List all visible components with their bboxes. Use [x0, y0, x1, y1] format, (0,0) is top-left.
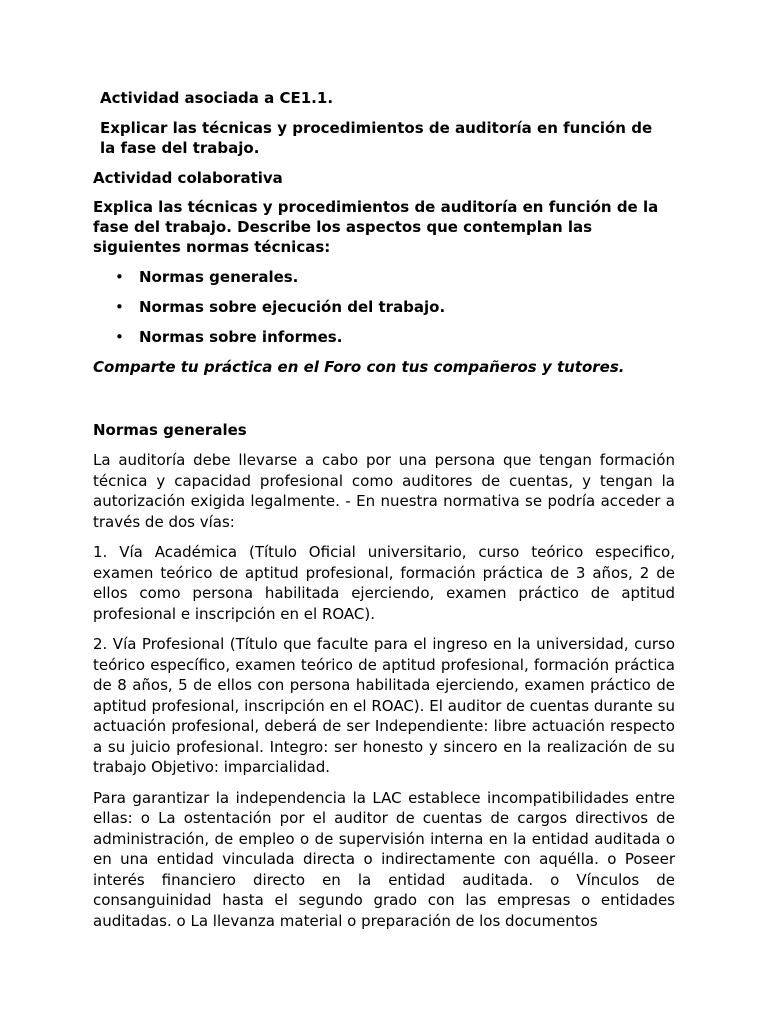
list-item-label: Normas sobre ejecución del trabajo. — [139, 298, 446, 316]
document-page — [93, 88, 675, 931]
paragraph: 1. Vía Académica (Título Oficial universitario, curso teórico especifico, examen teórico de aptitud profesional, formación práctica de 3 años, 2 de ellos como persona habilitada ejerciendo, examen práctico de aptitud profesional e inscripción en el ROAC). — [93, 543, 675, 623]
share-note: Comparte tu práctica en el Foro con tus compañeros y tutores. — [93, 358, 625, 376]
paragraph: 2. Vía Profesional (Título que faculte para el ingreso en la universidad, curso teórico específico, examen teórico de aptitud profesional, formación práctica de 8 años, 5 de ellos con persona habilitada ejerciendo, examen práctico de aptitud profesional, inscripción en el ROAC). El auditor de cuentas durante su actuación profesional, deberá de ser Independiente: libre actuación respecto a su juicio profesional. Integro: ser honesto y sincero en la realización de su trabajo Objetivo: imparcialidad. — [93, 635, 675, 776]
list-item-label: Normas generales. — [139, 268, 299, 286]
list-item-label: Normas sobre informes. — [139, 328, 343, 346]
activity-title: Actividad asociada a CE1.1. — [100, 89, 334, 107]
activity-block — [100, 88, 675, 158]
paragraph: Para garantizar la independencia la LAC establece incompatibilidades entre ellas: o La ostentación por el auditor de cuentas de cargos directivos de administración, de empleo o de supervisión interna en la entidad auditada o en una entidad vinculada directa o indirectamente con aquélla. o Poseer interés financiero directo en la entidad auditada. o Vínculos de consanguinidad hasta el segundo grado con las empresas o entidades auditadas. o La llevanza material o preparación de los documentos — [93, 788, 675, 930]
list-item: • Normas generales. — [115, 268, 299, 286]
list-item: • Normas sobre informes. — [115, 328, 343, 346]
collab-title: Actividad colaborativa — [93, 169, 283, 187]
list-item: • Normas sobre ejecución del trabajo. — [115, 298, 446, 316]
paragraph: La auditoría debe llevarse a cabo por una persona que tengan formación técnica y capacidad profesional como auditores de cuentas, y tengan la autorización exigida legalmente. - En nuestra normativa se podría acceder a través de dos vías: — [93, 451, 675, 531]
section-title: Normas generales — [93, 421, 247, 439]
norms-list — [93, 267, 675, 347]
activity-objective: Explicar las técnicas y procedimientos de auditoría en función de la fase del trabajo. — [100, 119, 653, 157]
collab-instructions: Explica las técnicas y procedimientos de auditoría en función de la fase del trabajo. Describe los aspectos que contemplan las siguientes normas técnicas: — [93, 198, 659, 256]
